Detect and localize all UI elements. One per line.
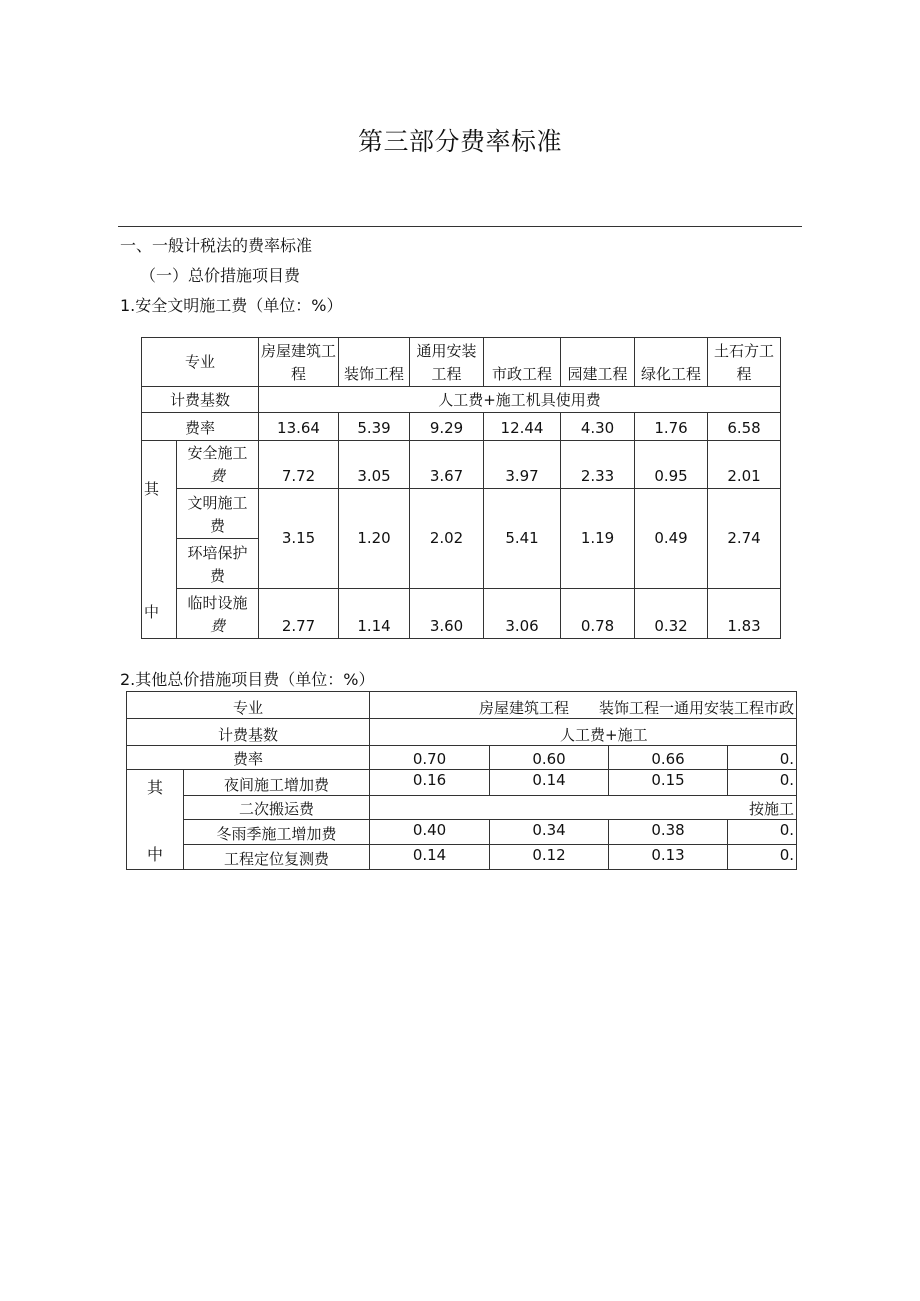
table1-header-label: 专业 [142,338,259,387]
table1-caption: 1.安全文明施工费（单位：%） [120,296,343,315]
table1-rate-row [142,413,781,441]
table2-header-label: 专业 [127,692,370,719]
table2-rate-cell: 0.60 [490,746,609,770]
table2-side-bottom: 中 [127,820,184,870]
table2-rate-cell: 0. [728,746,797,770]
page-title: 第三部分费率标准 [357,127,562,156]
table1-value-cell: 2.74 [708,489,781,589]
table2-header-row [127,692,797,719]
table1-item-label: 临时设施 费 [177,589,259,639]
table1-base-value: 人工费+施工机具使用费 [259,387,781,413]
table1-value-cell: 0.32 [635,589,708,639]
table2-base-value: 人工费+施工 [370,719,797,746]
table2-value-cell: 0.40 [370,820,490,845]
table1-item-row [142,441,781,489]
subsection-heading: （一）总价措施项目费 [140,266,301,285]
table2-value-cell: 0.38 [609,820,728,845]
table1-value-cell: 2.77 [259,589,339,639]
table1-header-row [142,338,781,387]
table2-item-label: 冬雨季施工增加费 [184,820,370,845]
table1-col-header: 房屋建筑工程 [259,338,339,387]
table2-value-cell: 0.34 [490,820,609,845]
table1-value-cell: 0.95 [635,441,708,489]
table2-item-label: 工程定位复测费 [184,845,370,870]
table1-rate-cell: 13.64 [259,413,339,441]
table2-value-cell: 0. [728,770,797,796]
table2-value-cell: 0.12 [490,845,609,870]
table1-value-cell: 3.67 [410,441,484,489]
table2-base-row [127,719,797,746]
table1-item-label: 文明施工 费 [177,489,259,539]
table1-col-header: 装饰工程 [339,338,410,387]
table1-value-cell: 3.06 [484,589,561,639]
table1-value-cell: 1.20 [339,489,410,589]
table1-col-header: 市政工程 [484,338,561,387]
other-fee-table [126,691,797,870]
table1-rate-cell: 1.76 [635,413,708,441]
table2-item-label: 夜间施工增加费 [184,770,370,796]
table2-note-cell: 按施工 [370,796,797,820]
section-heading: 一、一般计税法的费率标准 [120,236,313,255]
table2-item-row [127,820,797,845]
table1-col-header: 园建工程 [561,338,635,387]
table1-item-row [142,589,781,639]
safety-fee-table [141,337,781,639]
table1-rate-label: 费率 [142,413,259,441]
table1-value-cell: 1.19 [561,489,635,589]
table1-base-row [142,387,781,413]
table2-value-cell: 0. [728,820,797,845]
table1-value-cell: 3.15 [259,489,339,589]
table2-rate-label: 费率 [127,746,370,770]
table2-rate-cell: 0.66 [609,746,728,770]
table2-item-row [127,770,797,796]
table2-value-cell: 0.14 [490,770,609,796]
table2-value-cell: 0.13 [609,845,728,870]
table1-value-cell: 3.05 [339,441,410,489]
table1-item-row [142,489,781,539]
header-rule [118,226,802,227]
table2-col-headers: 房屋建筑工程 装饰工程一通用安装工程市政 [370,692,797,719]
table2-item-label: 二次搬运费 [184,796,370,820]
table1-item-label: 环培保护 费 [177,539,259,589]
table2-base-label: 计费基数 [127,719,370,746]
table1-value-cell: 7.72 [259,441,339,489]
table2-item-row [127,796,797,820]
table1-value-cell: 5.41 [484,489,561,589]
table1-value-cell: 1.83 [708,589,781,639]
table1-col-header: 土石方工程 [708,338,781,387]
table1-value-cell: 1.14 [339,589,410,639]
table1-rate-cell: 12.44 [484,413,561,441]
table1-col-header: 绿化工程 [635,338,708,387]
table1-value-cell: 0.49 [635,489,708,589]
table1-value-cell: 2.33 [561,441,635,489]
table2-rate-cell: 0.70 [370,746,490,770]
table2-caption: 2.其他总价措施项目费（单位：%） [120,670,375,689]
table1-value-cell: 3.97 [484,441,561,489]
table1-rate-cell: 9.29 [410,413,484,441]
table1-rate-cell: 4.30 [561,413,635,441]
table1-value-cell: 3.60 [410,589,484,639]
table2-item-row [127,845,797,870]
table1-col-header: 通用安装工程 [410,338,484,387]
table2-value-cell: 0. [728,845,797,870]
table1-value-cell: 2.01 [708,441,781,489]
table2-value-cell: 0.16 [370,770,490,796]
table1-item-label: 安全施工 费 [177,441,259,489]
table2-value-cell: 0.15 [609,770,728,796]
table1-value-cell: 2.02 [410,489,484,589]
table1-side-bottom: 中 [142,539,177,639]
table1-rate-cell: 6.58 [708,413,781,441]
table1-side-top: 其 [142,441,177,539]
table1-rate-cell: 5.39 [339,413,410,441]
table2-side-top: 其 [127,770,184,820]
table1-base-label: 计费基数 [142,387,259,413]
table2-rate-row [127,746,797,770]
table2-value-cell: 0.14 [370,845,490,870]
table1-value-cell: 0.78 [561,589,635,639]
